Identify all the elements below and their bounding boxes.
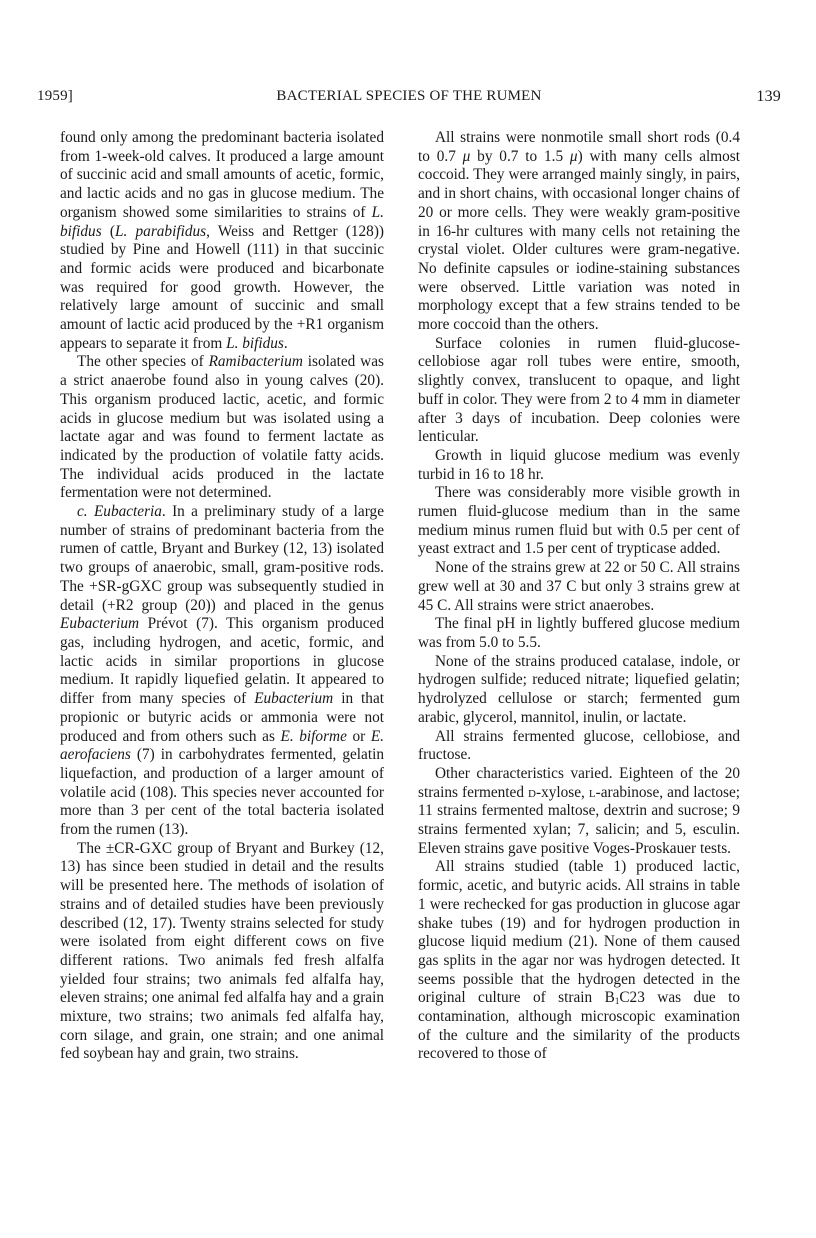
species-name: L. bifidus xyxy=(60,203,384,240)
text: or xyxy=(346,727,371,745)
text: by 0.7 to 1.5 xyxy=(470,147,570,165)
paragraph: None of the strains produced catalase, indole, or hydrogen sulfide; reduced nitrate; liquefied gelatin; hydrolyzed cellulose or starch; fermented gum arabic, glycerol, mannitol, inulin, or lactate. xyxy=(418,652,740,726)
genus-name: Eubacterium xyxy=(60,615,140,633)
text: C23 was due to contamination, although microscopic examination of the culture and the similarity of the products recovered to those of xyxy=(418,989,741,1063)
small-caps-prefix: l xyxy=(588,783,596,801)
species-name: L. parabifidus xyxy=(114,222,207,240)
text: in that propionic or butyric acids or ammonia were not produced and from others such as xyxy=(60,690,384,745)
text: All strains studied (table 1) produced lactic, formic, acetic, and butyric acids. All strains in table 1 were rechecked for gas production in glucose agar shake tubes (19) and for hydrogen production in glucose liquid medium (21). None of them caused gas splits in the agar nor was hydrogen detected. It seems possible that the hydrogen detected in the original culture of strain B xyxy=(418,858,740,1007)
species-name: E. aerofaciens xyxy=(60,727,384,764)
paragraph: The ±CR-GXC group of Bryant and Burkey (12, 13) has since been studied in detail and the results will be presented here. The methods of isolation of strains and of detailed studies have been previously described (12, 17). Twenty strains selected for study were isolated from eight different cows on five different rations. Two animals fed fresh alfalfa yielded four strains; two animals fed alfalfa hay, eleven strains; one animal fed alfalfa hay and a grain mixture, two strains; two animals fed alfalfa hay, corn silage, and grain, one strain; and one animal fed soybean hay and grain, two strains. xyxy=(60,839,384,1063)
section-heading: c. Eubacteria xyxy=(77,503,162,521)
running-header xyxy=(37,88,781,110)
right-column xyxy=(418,129,740,1064)
text: Prévot (7). This organism produced gas, including hydrogen, and acetic, formic, and lactic acids in similar proportions in glucose medium. It rapidly liquefied gelatin. It appeared to differ from many species of xyxy=(60,615,384,708)
paragraph xyxy=(418,858,740,1064)
text: ( xyxy=(101,222,115,240)
paragraph xyxy=(60,503,384,840)
text: -arabinose, and lactose; 11 strains fermented maltose, dextrin and sucrose; 9 strains fermented xylan; 7, salicin; and 5, esculin. Eleven strains gave positive Voges-Proskauer tests. xyxy=(418,783,740,857)
text: . xyxy=(283,334,288,352)
paragraph: None of the strains grew at 22 or 50 C. All strains grew well at 30 and 37 C but only 3 strains grew at 45 C. All strains were strict anaerobes. xyxy=(418,559,740,614)
paragraph: All strains fermented glucose, cellobiose, and fructose. xyxy=(418,727,740,764)
text: found only among the predominant bacteria isolated from 1-week-old calves. It produced a large amount of succinic acid and small amounts of acetic, formic, and lactic acids and no gas in glucose medium. The organism showed some similarities to strains of xyxy=(60,129,384,221)
text: . In a preliminary study of a large number of strains of predominant bacteria from the rumen of cattle, Bryant and Burkey (12, 13) isolated two groups of anaerobic, small, gram-positive rods. The +SR-gGXC group was subsequently studied in detail (+R2 group (20)) and placed in the genus xyxy=(60,503,384,614)
text: The other species of xyxy=(77,353,209,371)
paragraph xyxy=(418,765,740,859)
text: , Weiss and Rettger (128)) studied by Pine and Howell (111) in that succinic and formic acids were produced and bicarbonate was required for good growth. However, the relatively large amount of succinic and small amount of lactic acid produced by the +R1 organism appears to separate it from xyxy=(60,222,385,352)
paragraph: Surface colonies in rumen fluid-glucose-cellobiose agar roll tubes were entire, smooth, slightly convex, translucent to opaque, and light buff in color. They were from 2 to 4 mm in diameter after 3 days of incubation. Deep colonies were lenticular. xyxy=(418,334,740,446)
paragraph xyxy=(418,129,740,335)
text: All strains were nonmotile small short rods (0.4 to 0.7 xyxy=(418,129,740,165)
page-number: 139 xyxy=(756,88,781,105)
species-name: L. bifidus xyxy=(226,334,284,352)
running-title: BACTERIAL SPECIES OF THE RUMEN xyxy=(276,88,542,104)
micron-symbol: μ xyxy=(569,147,578,165)
text: -xylose, xyxy=(535,783,589,801)
paragraph: There was considerably more visible growth in rumen fluid-glucose medium than in the same medium minus rumen fluid but with 0.5 per cent of yeast extract and 1.5 per cent of trypticase added. xyxy=(418,484,740,558)
micron-symbol: μ xyxy=(462,147,471,165)
paragraph: The final pH in lightly buffered glucose medium was from 5.0 to 5.5. xyxy=(418,615,740,651)
small-caps-prefix: d xyxy=(528,783,536,801)
journal-year: 1959] xyxy=(37,88,73,104)
genus-name: Ramibacterium xyxy=(208,353,303,371)
genus-name: Eubacterium xyxy=(254,690,334,708)
paragraph xyxy=(60,353,384,503)
text: isolated was a strict anaerobe found also in young calves (20). This organism produced lactic, acetic, and formic acids in glucose medium but was isolated using a lactate agar and was found to ferment lactate as indicated by the production of volatile fatty acids. The individual acids produced in the lactate fermentation were not determined. xyxy=(60,353,384,502)
text: ) with many cells almost coccoid. They were arranged mainly singly, in pairs, and in short chains, with occasional longer chains of 20 or more cells. They were weakly gram-positive in 16-hr cultures with many cells not retaining the crystal violet. Older cultures were gram-negative. No definite capsules or iodine-staining substances were observed. Little variation was noted in morphology except that a few strains tended to be more coccoid than the others. xyxy=(418,147,740,334)
species-name: E. biforme xyxy=(280,727,347,745)
left-column xyxy=(60,129,384,1064)
text: Other characteristics varied. Eighteen of the 20 strains fermented xyxy=(418,764,740,801)
subscript: 1 xyxy=(614,996,620,1007)
paragraph xyxy=(60,129,384,353)
text: (7) in carbohydrates fermented, gelatin liquefaction, and production of a larger amount of volatile acid (108). This species never accounted for more than 3 per cent of the total bacteria isolated from the rumen (13). xyxy=(60,746,384,839)
paragraph: Growth in liquid glucose medium was evenly turbid in 16 to 18 hr. xyxy=(418,446,740,483)
